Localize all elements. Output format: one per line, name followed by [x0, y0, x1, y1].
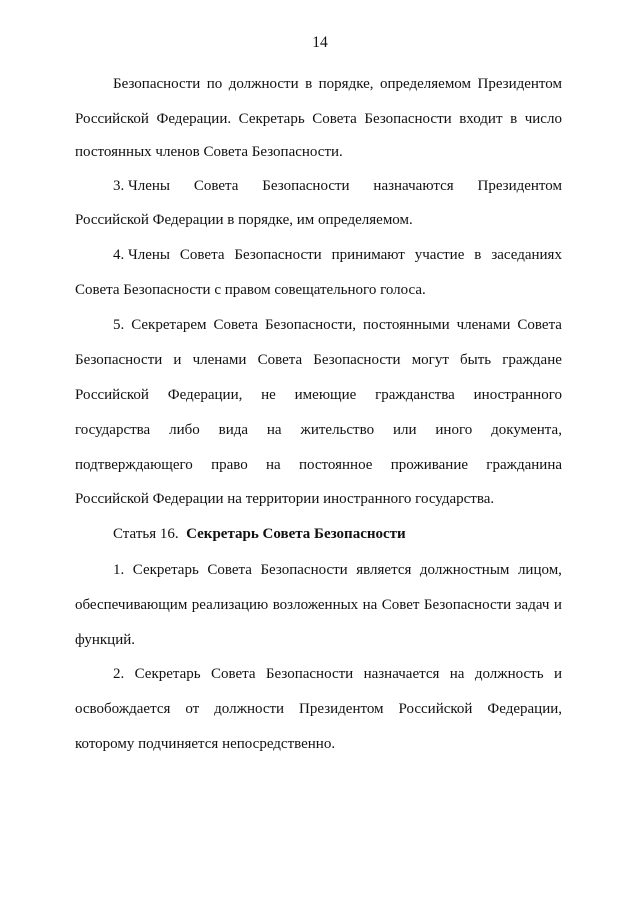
word: Совета — [312, 111, 357, 127]
word: на — [266, 422, 282, 438]
word: в — [474, 247, 482, 263]
text-line — [113, 75, 562, 93]
word: Совета — [211, 666, 256, 682]
word: Президентом — [477, 178, 562, 194]
word: Безопасности — [260, 562, 348, 578]
word: постоянное — [298, 457, 373, 473]
word: реализацию — [191, 597, 269, 613]
text-line — [75, 700, 562, 718]
word: гражданина — [486, 457, 562, 473]
word: Безопасности — [113, 76, 201, 92]
word: 2. — [113, 666, 125, 682]
word: Безопасности — [234, 247, 322, 263]
text-line — [75, 421, 562, 439]
word: Секретарем — [131, 317, 207, 333]
word: членами — [192, 352, 247, 368]
word: заседаниях — [491, 247, 562, 263]
text-line: Российской Федерации в порядке, им определяемом. — [75, 212, 413, 228]
word: должностным — [419, 562, 510, 578]
word: от — [185, 701, 200, 717]
word: Совета — [517, 317, 562, 333]
word: в — [305, 76, 313, 92]
word: и — [173, 352, 182, 368]
word: число — [524, 111, 562, 127]
word: порядке, — [318, 76, 374, 92]
text-line — [75, 456, 562, 474]
word: Российской — [398, 701, 473, 717]
word: Безопасности — [313, 352, 401, 368]
word: Совета — [193, 178, 239, 194]
word: имеющие — [294, 387, 357, 403]
word: членами — [456, 317, 511, 333]
word: право — [211, 457, 248, 473]
text-line — [75, 351, 562, 369]
word: обеспечивающим — [75, 597, 188, 613]
word: входит — [459, 111, 503, 127]
word: Совета — [179, 247, 225, 263]
text-line: постоянных членов Совета Безопасности. — [75, 144, 343, 160]
word: Федерации. — [156, 111, 232, 127]
word: должности — [228, 76, 299, 92]
word: принимают — [331, 247, 405, 263]
word: Совета — [213, 317, 259, 333]
text-line — [113, 316, 562, 334]
word: на — [449, 666, 465, 682]
word: лицом, — [517, 562, 562, 578]
word: Безопасности — [75, 352, 163, 368]
word: Безопасности — [262, 178, 350, 194]
text-line — [113, 665, 562, 683]
word: должность — [474, 666, 544, 682]
word: по — [206, 76, 223, 92]
word: быть — [460, 352, 492, 368]
word: Российской — [75, 111, 149, 127]
word: назначаются — [373, 178, 454, 194]
word: должности — [214, 701, 285, 717]
text-line: которому подчиняется непосредственно. — [75, 736, 336, 752]
text-line — [75, 386, 562, 404]
word: Безопасности — [423, 597, 512, 613]
word: иностранного — [473, 387, 562, 403]
word: Совета — [257, 352, 303, 368]
word: и — [553, 666, 562, 682]
word: вида — [218, 422, 249, 438]
text-line — [113, 561, 562, 579]
word: государства — [75, 422, 151, 438]
word: 1. — [113, 562, 125, 578]
word: Совет — [381, 597, 420, 613]
word: Федерации, — [167, 387, 243, 403]
word: Безопасности — [364, 111, 452, 127]
word: Безопасности — [265, 666, 354, 682]
word: иного — [435, 422, 473, 438]
word: в — [510, 111, 518, 127]
word: определяемом — [380, 76, 472, 92]
word: Секретарь — [134, 666, 201, 682]
word: не — [261, 387, 276, 403]
text-line — [113, 177, 562, 195]
word: участие — [414, 247, 465, 263]
text-line — [113, 246, 562, 264]
text-line: Российской Федерации на территории иностранного государства. — [75, 491, 495, 507]
text-line — [75, 110, 562, 128]
word: 3. Члены — [113, 178, 170, 194]
word: Безопасности, — [264, 317, 356, 333]
word: Президентом — [477, 76, 562, 92]
word: возложенных — [272, 597, 359, 613]
word: гражданства — [375, 387, 455, 403]
word: проживание — [390, 457, 469, 473]
word: документа, — [491, 422, 562, 438]
word: назначается — [363, 666, 440, 682]
article-label: Статья 16. — [113, 526, 187, 542]
word: на — [362, 597, 378, 613]
text-line: Совета Безопасности с правом совещательного голоса. — [75, 282, 426, 298]
word: Секретарь — [132, 562, 199, 578]
word: освобождается — [75, 701, 171, 717]
word: могут — [411, 352, 449, 368]
word: задач — [515, 597, 550, 613]
word: либо — [169, 422, 200, 438]
text-line — [75, 596, 562, 614]
word: Секретарь — [238, 111, 305, 127]
word: или — [392, 422, 417, 438]
article-heading — [113, 525, 562, 543]
word: 5. — [113, 317, 125, 333]
word: на — [266, 457, 281, 473]
word: подтверждающего — [75, 457, 193, 473]
word: является — [356, 562, 412, 578]
word: и — [553, 597, 562, 613]
word: жительство — [300, 422, 375, 438]
text-line: функций. — [75, 632, 135, 648]
word: 4. Члены — [113, 247, 170, 263]
word: Совета — [207, 562, 252, 578]
word: Российской — [75, 387, 149, 403]
word: Президентом — [299, 701, 384, 717]
word: постоянными — [362, 317, 450, 333]
article-title: Секретарь Совета Безопасности — [186, 526, 406, 542]
word: граждане — [502, 352, 562, 368]
word: Федерации, — [487, 701, 562, 717]
page-number: 14 — [312, 34, 328, 51]
